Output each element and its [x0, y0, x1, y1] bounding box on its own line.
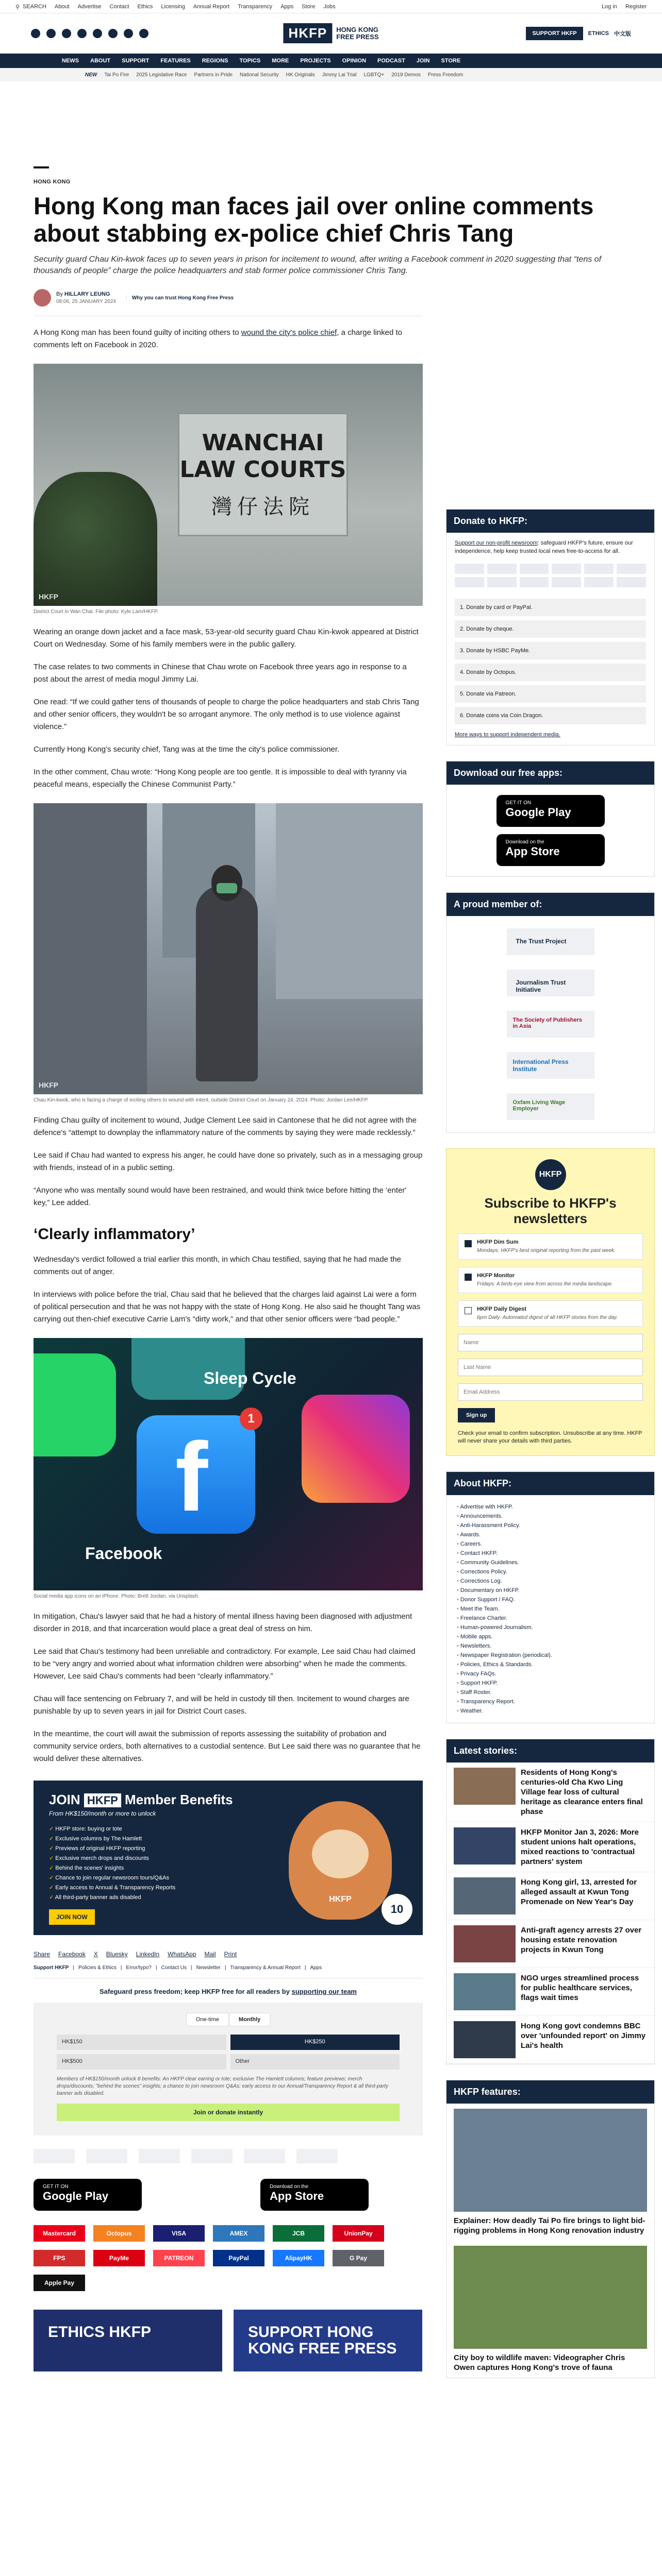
nav-podcast[interactable]: PODCAST [377, 58, 405, 64]
proud-member-widget: A proud member of: The Trust Project Journalism Trust Initiative The Society of Publishers in Asia International Press Institute Oxfam Living Wage Employer [446, 892, 655, 1133]
subnav-item[interactable]: Press Freedom [427, 72, 464, 78]
paragraph-15: In the meantime, the court will await the submission of reports assessing the suitability of probation and community service orders, both alternatives to a custodial sentence. But Lee said there was no guarantee that he would deliver these alternatives. [34, 1730, 421, 1763]
donate-option[interactable]: 1. Donate by card or PayPal. [455, 599, 646, 616]
donate-option[interactable]: 2. Donate by cheque. [455, 620, 646, 638]
paragraph-5: Currently Hong Kong's security chief, Tang was at the time the city's police commissioner. [34, 745, 340, 754]
figure-court [34, 364, 423, 616]
chinese-version-link[interactable]: 中文版 [614, 30, 631, 37]
jti-logo[interactable]: Journalism Trust Initiative [507, 970, 594, 996]
paragraph-2: Wearing an orange down jacket and a face mask, 53-year-old security guard Chau Kin-kwok appeared at District Court on Wednesday. Some of his family members were in the public gallery. [34, 628, 419, 649]
share-bar [34, 1951, 423, 1958]
footer-links: Support HKFP | Policies & Ethics | Error/typo? | Contact Us | Newsletter | Transparency & Annual Report | Apps [34, 1965, 423, 1978]
promo-image[interactable]: SUPPORT HONG KONG FREE PRESS [234, 2310, 422, 2371]
about-link[interactable]: • Meet the Team. [457, 1604, 644, 1614]
person-figure [196, 886, 258, 1081]
frequency-toggle [57, 2013, 400, 2026]
paragraph-11: In interviews with police before the trial, Chau said that he believed that the charges laid against Lai were a form of political persecution and that he was not happy with the state of Hong Kong. He also said he thought Tang was carrying out then-chief executive Carrie Lam's “dirty work,” and that other senior officers were “bad people.” [34, 1290, 421, 1324]
notification-badge: 1 [240, 1408, 262, 1430]
hkfp-watermark: HKFP [39, 592, 59, 601]
payment-logo: AlipayHK [273, 2250, 324, 2266]
about-link[interactable]: • Freelance Charter. [457, 1614, 644, 1623]
story-title[interactable]: Hong Kong girl, 13, arrested for alleged assault at Kwun Tong Promenade on New Year's Day [521, 1878, 637, 1906]
payment-logo: Mastercard [34, 2225, 85, 2242]
about-link[interactable]: • Transparency Report. [457, 1697, 644, 1706]
register-link[interactable]: Register [625, 3, 647, 10]
partner-logos [34, 2149, 423, 2163]
subnav-item[interactable]: HK Originals [286, 72, 315, 78]
donate-widget: Donate to HKFP: Support our non-profit newsroom: safeguard HKFP's future, ensure our independence, help keep trusted local news free-to-access for all. 1. Donate by card or PayPal. 2. Donate by cheque. 3. Donate by HSBC PayMe. 4. Donate by Octopus. 5. Donate via Patreon. 6. Donate coins via Coin Dragon. More ways to support independent media. [446, 509, 655, 745]
subnav-item[interactable]: National Security [240, 72, 279, 78]
story-thumbnail[interactable] [454, 1768, 516, 1805]
util-link-advertise[interactable]: Advertise [77, 3, 102, 10]
oxfam-logo [244, 2149, 285, 2163]
nav-support[interactable]: SUPPORT [122, 58, 150, 64]
ipi-logo[interactable]: International Press Institute [507, 1052, 594, 1079]
share-mail[interactable]: Mail [204, 1951, 216, 1958]
nav-about[interactable]: ABOUT [90, 58, 111, 64]
anniversary-seal: 10 [382, 1894, 412, 1925]
latest-story[interactable] [446, 1920, 654, 1968]
feature-story[interactable] [446, 2104, 654, 2241]
figure-defendant [34, 803, 423, 1104]
app-store-badge[interactable]: Download on the App Store [260, 2179, 369, 2211]
about-link[interactable]: • Contact HKFP. [457, 1549, 644, 1558]
checkbox-unchecked[interactable] [465, 1307, 472, 1314]
about-link[interactable]: • Human-powered Journalism. [457, 1623, 644, 1632]
util-link-contact[interactable]: Contact [109, 3, 129, 10]
subnav-item[interactable]: Partners in Pride [194, 72, 233, 78]
x-icon[interactable] [46, 29, 56, 38]
subnav-item[interactable]: LGBTQ+ [363, 72, 385, 78]
utility-bar [0, 0, 662, 13]
newsletter-option-digest[interactable]: HKFP Daily Digest 6pm Daily: Automated digest of all HKFP stories from the day. [458, 1300, 643, 1327]
util-link-licensing[interactable]: Licensing [161, 3, 185, 10]
donate-box [34, 2003, 423, 2136]
payment-logo: PATREON [153, 2250, 205, 2266]
about-link[interactable]: • Anti-Harassment Policy. [457, 1521, 644, 1530]
about-widget: About HKFP: • Advertise with HKFP. • Announcements. • Anti-Harassment Policy. • Awards. • Careers. • Contact HKFP. • Community Guidelines. • Corrections Policy. • Corrections Log. • Documentary on HKFP. • Donor Support / FAQ. • Meet the Team. • Freelance Charter. • Human-powered Journalism. • Mobile apps. • Newsletters. • Newspaper Registration (periodical). • Policies, Ethics & Standards. • Privacy FAQs. • Support HKFP. • Staff Roster. • Transparency Report. • Weather. [446, 1471, 655, 1723]
bottom-promo-images [34, 2310, 423, 2371]
freq-monthly[interactable]: Monthly [229, 2013, 270, 2026]
checkbox-checked[interactable] [465, 1274, 472, 1281]
subnav-item[interactable]: Tai Po Fire [104, 72, 129, 78]
payment-logos [34, 2225, 423, 2291]
about-link[interactable]: • Weather. [457, 1706, 644, 1716]
checkbox-checked[interactable] [465, 1240, 472, 1247]
about-link[interactable]: • Corrections Policy. [457, 1567, 644, 1577]
about-link[interactable]: • Advertise with HKFP. [457, 1502, 644, 1512]
newsletter-logo: HKFP [535, 1159, 566, 1190]
support-hkfp-link[interactable]: Support HKFP [34, 1965, 69, 1971]
paragraph-6: In the other comment, Chau wrote: “Hong Kong people are too gentle. It is impossible to deal with tyranny via peaceful means, especially the Chinese Communist Party.” [34, 768, 407, 789]
feature-story[interactable] [446, 2241, 654, 2378]
sidebar [446, 81, 655, 2378]
nav-news[interactable]: NEWS [62, 58, 79, 64]
freq-one-time[interactable]: One-time [186, 2013, 229, 2026]
whatsapp-icon [34, 1353, 116, 1456]
donate-widget-title: Donate to HKFP: [446, 510, 654, 533]
logo-box: HKFP [283, 23, 332, 43]
byline [34, 289, 423, 316]
amount-other[interactable]: Other [230, 2054, 400, 2070]
ipi-logo [191, 2149, 233, 2163]
sopa-logo[interactable]: The Society of Publishers in Asia [507, 1011, 594, 1038]
newsletter-option-monitor[interactable]: HKFP Monitor Fridays: A birds-eye view from across the media landscape. [458, 1267, 643, 1293]
section-heading: ‘Clearly inflammatory’ [34, 1226, 195, 1243]
about-link[interactable]: • Announcements. [457, 1512, 644, 1521]
share-x[interactable]: X [93, 1951, 98, 1958]
telegram-icon[interactable] [108, 29, 118, 38]
instagram-app-icon [302, 1395, 410, 1503]
google-play-badge[interactable]: GET IT ON Google Play [496, 795, 605, 827]
tree-shape [34, 472, 157, 606]
trust-project-logo[interactable]: The Trust Project [507, 928, 594, 955]
google-play-badge[interactable]: GET IT ON Google Play [34, 2179, 142, 2211]
util-link-ethics[interactable]: Ethics [137, 3, 153, 10]
story-thumbnail[interactable] [454, 1925, 516, 1962]
author-link[interactable]: HILLARY LEUNG [64, 291, 110, 297]
article-title: Hong Kong man faces jail over online comments about stabbing ex-police chief Chris Tang [34, 192, 594, 247]
more-ways-link[interactable]: More ways to support independent media. [455, 732, 560, 738]
publish-date: 08:06, 25 JANUARY 2024 [56, 299, 116, 304]
paragraph-13: Lee said that Chau's testimony had been unreliable and contradictory. For example, Lee said Chau had claimed to be “very angry and worried about what information children were absorbing” when he made the comments. However, Lee said Chau's comments had been “clearly inflammatory.” [34, 1647, 416, 1681]
signup-button[interactable]: Sign up [458, 1408, 495, 1422]
support-newsroom-link[interactable]: Support our non-profit newsroom [455, 540, 538, 546]
latest-stories-widget: Latest stories: Residents of Hong Kong's centuries-old Cha Kwo Ling Village fear loss of cultural heritage as clearance enters final phase HKFP Monitor Jan 3, 2026: More student unions halt operations, mixed reactions to 'contractual partners' system Hong Kong girl, 13, arrested for alleged assault at Kwun Tong Promenade on New Year's Day Anti-graft agency arrests 27 over housing estate renovation projects in Kwun Tong NGO urges streamlined process for public healthcare services, flags wait times Hong Kong govt condemns BBC over 'unfounded report' on Jimmy Lai's health [446, 1739, 655, 2064]
util-link-about[interactable]: About [54, 3, 70, 10]
story-title[interactable]: Anti-graft agency arrests 27 over housing estate renovation projects in Kwun Tong [521, 1926, 642, 1954]
nav-store[interactable]: STORE [441, 58, 461, 64]
join-donate-button[interactable]: Join or donate instantly [57, 2104, 400, 2121]
latest-story[interactable] [446, 1872, 654, 1920]
trust-project-logo [34, 2149, 75, 2163]
about-link[interactable]: • Newspaper Registration (periodical). [457, 1651, 644, 1660]
page-wrap [0, 81, 662, 2378]
amount-250[interactable]: HK$250 [230, 2035, 400, 2050]
about-link[interactable]: • Documentary on HKFP. [457, 1586, 644, 1595]
paragraph-3: The case relates to two comments in Chinese that Chau wrote on Facebook three years ago in response to a post about the arrest of media mogul Jimmy Lai. [34, 663, 407, 684]
court-sign-image [34, 364, 423, 606]
newsletter-note: Check your email to confirm subscription. Unsubscribe at any time. HKFP will never share your details with third parties. [458, 1430, 642, 1444]
app-store-badges [34, 2179, 423, 2211]
facebook-icon[interactable] [31, 29, 40, 38]
promo-image[interactable]: ETHICS HKFP [34, 2310, 222, 2371]
donate-note: Members of HK$150/month unlock 8 benefits: An HKFP clear earring or tote; exclusive The Hamlett columns; feature previews; merch drops/discounts; "behind the scenes" insights; a chance to join newsroom Q&As; early access to our Annual/Transparency Report & all third-party banner ads disabled. [57, 2076, 388, 2096]
paragraph-14: Chau will face sentencing on February 7, and will be held in custody till then. Incitement to wound charges are punishable by up to seven years in jail for District Court cases. [34, 1694, 409, 1716]
amount-500[interactable]: HK$500 [57, 2054, 226, 2070]
apps-widget: Download our free apps: GET IT ON Google Play Download on the App Store [446, 761, 655, 877]
story-title[interactable]: Hong Kong govt condemns BBC over 'unfounded report' on Jimmy Lai's health [521, 2022, 646, 2050]
story-thumbnail[interactable] [454, 1877, 516, 1914]
story-thumbnail[interactable] [454, 1827, 516, 1865]
nav-more[interactable]: MORE [272, 58, 289, 64]
paragraph-9: “Anyone who was mentally sound would have been restrained, and would think twice before hitting the ‘enter' key,” Lee added. [34, 1186, 407, 1207]
story-thumbnail[interactable] [454, 1973, 516, 2010]
sub-nav [0, 68, 662, 81]
article-kicker[interactable]: HONG KONG [34, 179, 71, 185]
payment-logo: PayMe [93, 2250, 145, 2266]
paragraph-4: One read: “If we could gather tens of thousands of people to charge the police headquarters and stab Chris Tang and other senior officers, they wouldn't be so arrogant anymore. The only method is to use violence against violence.” [34, 698, 419, 731]
latest-story[interactable] [446, 2016, 654, 2064]
main-nav [0, 54, 662, 68]
payment-logo: G Pay [333, 2250, 384, 2266]
last-name-input[interactable]: Last Name [458, 1359, 643, 1376]
newsletter-title: Subscribe to HKFP's newsletters [484, 1195, 617, 1226]
util-link-annual-report[interactable]: Annual Report [193, 3, 230, 10]
member-benefits-banner[interactable]: JOIN HKFP Member Benefits From HK$150/month or more to unlock ✓ HKFP store: buying or tote ✓ Exclusive columns by The Hamlett ✓ Previews of original HKFP reporting ✓ Exclusive merch drops and discounts ✓ Behind the scenes' insights ✓ Chance to join regular newsroom tours/Q&As ✓ Early access to Annual & Transparency Reports ✓ All third-party banner ads disabled JOIN NOW HKFP 10 [34, 1781, 423, 1935]
latest-story[interactable] [446, 1822, 654, 1872]
latest-story[interactable] [446, 1762, 654, 1822]
share-linkedin[interactable]: LinkedIn [136, 1951, 160, 1958]
feature-image[interactable] [454, 2246, 647, 2349]
figure-social [34, 1338, 423, 1600]
payment-logo: JCB [273, 2225, 324, 2242]
payment-logo: PayPal [213, 2250, 264, 2266]
feature-image[interactable] [454, 2109, 647, 2212]
youtube-icon[interactable] [93, 29, 102, 38]
about-link[interactable]: • Privacy FAQs. [457, 1669, 644, 1679]
nav-regions[interactable]: REGIONS [202, 58, 228, 64]
paragraph-8: Lee said if Chau had wanted to express his anger, he could have done so privately, such as in a messaging group with friends, instead of in a public setting. [34, 1151, 423, 1172]
features-widget: HKFP features: Explainer: How deadly Tai Po fire brings to light bid-rigging problems in Hong Kong renovation industry City boy to wildlife maven: Videographer Chris Owen captures Hong Kong's trove of fauna [446, 2080, 655, 2378]
payment-logo: Octopus [93, 2225, 145, 2242]
about-link[interactable]: • Awards. [457, 1530, 644, 1539]
logo-text: HONG KONG FREE PRESS [336, 25, 379, 41]
jti-logo [86, 2149, 127, 2163]
about-link[interactable]: • Newsletters. [457, 1641, 644, 1651]
donate-option[interactable]: 5. Donate via Patreon. [455, 685, 646, 703]
donate-option[interactable]: 4. Donate by Octopus. [455, 664, 646, 681]
donate-option[interactable]: 3. Donate by HSBC PayMe. [455, 642, 646, 659]
instagram-icon[interactable] [62, 29, 71, 38]
share-bluesky[interactable]: Bluesky [106, 1951, 128, 1958]
court-sign: WANCHAI LAW COURTS 灣仔法院 [178, 413, 348, 536]
join-now-button[interactable]: JOIN NOW [49, 1909, 95, 1925]
nav-topics[interactable]: TOPICS [239, 58, 261, 64]
share-facebook[interactable]: Facebook [58, 1951, 86, 1958]
deer-mascot-icon: HKFP [289, 1801, 392, 1920]
paragraph-10: Wednesday's verdict followed a trial earlier this month, in which Chau testified, saying that he had made the comments out of anger. [34, 1255, 401, 1276]
donate-strip: Safeguard press freedom; keep HKFP free for all readers by supporting our team [100, 1988, 357, 1995]
latest-story[interactable] [446, 1968, 654, 2016]
feature-title[interactable]: Explainer: How deadly Tai Po fire brings to light bid-rigging problems in Hong Kong renovation industry [454, 2216, 646, 2235]
support-button[interactable]: SUPPORT HKFP [526, 27, 583, 40]
sopa-logo [139, 2149, 180, 2163]
image-caption: Social media app icons on an iPhone. Photo: Brett Jordan, via Unsplash. [34, 1594, 200, 1599]
bluesky-icon[interactable] [77, 29, 87, 38]
threads-icon[interactable] [124, 29, 133, 38]
about-link[interactable]: • Donor Support / FAQ. [457, 1595, 644, 1604]
kicker-rule [34, 166, 49, 168]
author-line: By HILLARY LEUNG [56, 291, 110, 297]
feature-title[interactable]: City boy to wildlife maven: Videographer Chris Owen captures Hong Kong's trove of fauna [454, 2353, 625, 2372]
util-link-store[interactable]: Store [302, 3, 316, 10]
oxfam-logo[interactable]: Oxfam Living Wage Employer [507, 1093, 594, 1120]
author-avatar [34, 289, 51, 307]
linkedin-icon[interactable] [139, 29, 148, 38]
police-chief-link[interactable]: wound the city's police chief [241, 328, 337, 337]
subnav-item[interactable]: 2019 Demos [391, 72, 421, 78]
first-name-input[interactable]: Name [458, 1334, 643, 1351]
subnav-item[interactable]: 2025 Legislative Race [136, 72, 187, 78]
newsletter-widget [446, 1148, 655, 1456]
hkfp-watermark: HKFP [39, 1081, 59, 1089]
about-link[interactable]: • Careers. [457, 1539, 644, 1549]
share-print[interactable]: Print [224, 1951, 237, 1958]
nav-features[interactable]: FEATURES [160, 58, 191, 64]
story-thumbnail[interactable] [454, 2021, 516, 2058]
paragraph-7: Finding Chau guilty of incitement to wound, Judge Clement Lee said in Cantonese that he did not agree with the defence's “attempt to downplay the inflammatory nature of the comments by saying they were made recklessly.” [34, 1116, 417, 1137]
image-caption: Chau Kin-kwok, who is facing a charge of inciting others to wound with intent, outside District Court on January 24, 2024. Photo: Jordan Lee/HKFP. [34, 1097, 369, 1103]
image-caption: District Court in Wan Chai. File photo: Kyle Lam/HKFP. [34, 609, 159, 615]
payment-logo: VISA [153, 2225, 205, 2242]
newsletter-option-dimsum[interactable]: HKFP Dim Sum Mondays: HKFP's best original reporting from the past week. [458, 1233, 643, 1260]
paragraph-1: A Hong Kong man has been found guilty of inciting others to wound the city's police chief, a charge linked to comments left on Facebook in 2020. [34, 328, 402, 349]
trust-link[interactable]: Why you can trust Hong Kong Free Press [126, 295, 234, 301]
app-store-badge[interactable]: Download on the App Store [496, 834, 605, 866]
about-links [446, 1495, 654, 1723]
support-team-link[interactable]: supporting our team [291, 1988, 357, 1995]
social-media-image: Sleep Cycle f 1 Facebook [34, 1338, 423, 1590]
about-link[interactable]: • Mobile apps. [457, 1632, 644, 1641]
article-subtitle: Security guard Chau Kin-kwok faces up to seven years in prison for incitement to wound, after writing a Facebook comment in 2020 suggesting that “tens of thousands of people” charge the police headquarters and stab former police commissioner Chris Tang. [34, 255, 602, 275]
search-icon: ⚲ [15, 4, 20, 11]
util-link-apps[interactable]: Apps [280, 3, 294, 10]
search-link[interactable]: ⚲ SEARCH [15, 3, 46, 11]
nav-join[interactable]: JOIN [416, 58, 430, 64]
story-title[interactable]: NGO urges streamlined process for public healthcare services, flags wait times [521, 1974, 639, 2002]
nav-projects[interactable]: PROJECTS [300, 58, 331, 64]
payment-method-grid [446, 558, 654, 592]
about-link[interactable]: • Policies, Ethics & Standards. [457, 1660, 644, 1669]
nav-opinion[interactable]: OPINION [342, 58, 367, 64]
amount-options [57, 2035, 400, 2070]
share-whatsapp[interactable]: WhatsApp [168, 1951, 196, 1958]
paragraph-12: In mitigation, Chau's lawyer said that he had a history of mental illness having been diagnosed with adjustment disorder in 2018, and that incarceration would place a great deal of stress on him. [34, 1612, 412, 1633]
payment-logo: FPS [34, 2250, 85, 2266]
amount-150[interactable]: HK$150 [57, 2035, 226, 2050]
payment-logo: AMEX [213, 2225, 264, 2242]
payment-logo: Apple Pay [34, 2275, 85, 2291]
payment-logo: UnionPay [333, 2225, 384, 2242]
subnav-item[interactable]: Jimmy Lai Trial [322, 72, 357, 78]
donate-option[interactable]: 6. Donate coins via Coin Dragon. [455, 707, 646, 724]
social-links [31, 29, 148, 38]
about-link[interactable]: • Support HKFP. [457, 1679, 644, 1688]
society-logo [296, 2149, 338, 2163]
ethics-link[interactable]: ETHICS [588, 30, 609, 37]
util-link-transparency[interactable]: Transparency [238, 3, 273, 10]
story-title[interactable]: Residents of Hong Kong's centuries-old Cha Kwo Ling Village fear loss of cultural heritage as clearance enters final phase [521, 1768, 643, 1816]
defendant-image [34, 803, 423, 1094]
about-link[interactable]: • Corrections Log. [457, 1577, 644, 1586]
email-input[interactable]: Email Address [458, 1383, 643, 1401]
login-link[interactable]: Log in [602, 3, 618, 10]
about-link[interactable]: • Community Guidelines. [457, 1558, 644, 1567]
benefits-list: ✓ HKFP store: buying or tote ✓ Exclusive columns by The Hamlett ✓ Previews of original HKFP reporting ✓ Exclusive merch drops and discounts ✓ Behind the scenes' insights ✓ Chance to join regular newsroom tours/Q&As ✓ Early access to Annual & Transparency Reports ✓ All third-party banner ads disabled [49, 1824, 407, 1903]
donate-options [446, 592, 654, 732]
site-header [0, 13, 662, 54]
story-title[interactable]: HKFP Monitor Jan 3, 2026: More student unions halt operations, mixed reactions to 'contractual partners' system [521, 1828, 639, 1866]
facebook-app-icon: f [137, 1415, 255, 1534]
site-logo[interactable] [283, 23, 378, 43]
new-label: NEW [85, 72, 97, 78]
util-link-jobs[interactable]: Jobs [323, 3, 336, 10]
share-label: Share [34, 1951, 51, 1958]
about-link[interactable]: • Staff Roster. [457, 1688, 644, 1697]
